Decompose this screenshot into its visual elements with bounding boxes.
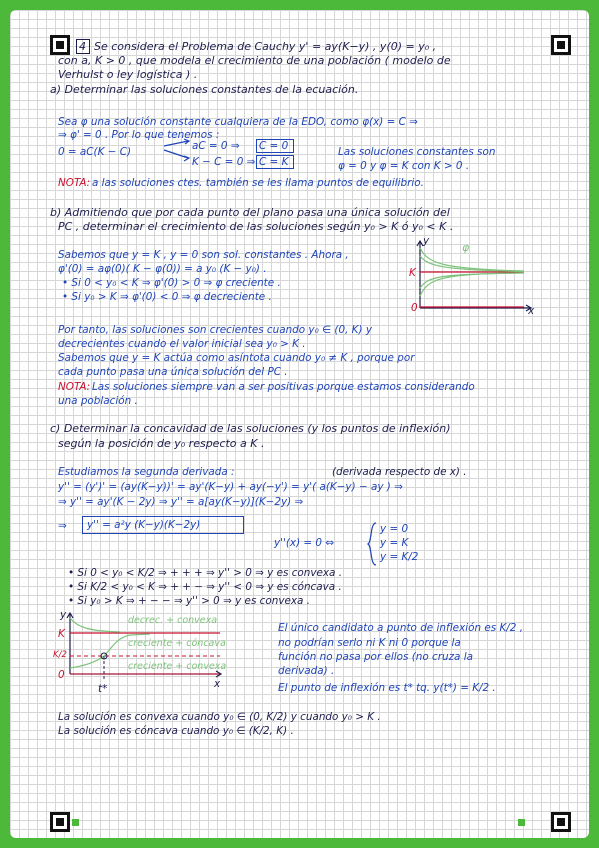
conclusion-concave: La solución es cóncava cuando y₀ ∈ (K/2, K) . (58, 725, 294, 737)
problem-statement-line-1: Se considera el Problema de Cauchy y' = ay(K−y) , y(0) = y₀ , (94, 40, 437, 53)
part-a-equation: 0 = aC(K − C) (58, 146, 132, 158)
part-a-note-right-2: φ = 0 y φ = K con K > 0 . (338, 160, 470, 172)
part-c-second-derivative-boxed: y'' = a²y (K−y)(K−2y) (87, 519, 201, 531)
problem-number: 4 (79, 40, 86, 53)
part-a-solution-c0: C = 0 (259, 140, 289, 152)
part-c-heading-1: c) Determinar la concavidad de las soluciones (y los puntos de inflexión) (50, 422, 451, 435)
concavity-graph-origin-label: 0 (58, 669, 65, 681)
concavity-graph-k2-label: K/2 (53, 650, 67, 660)
part-a-nota-label: NOTA: (58, 177, 91, 189)
part-b-paragraph-4: cada punto pasa una única solución del PC . (58, 366, 288, 378)
growth-graph (408, 236, 538, 316)
part-b-paragraph-1: Por tanto, las soluciones son crecientes cuando y₀ ∈ (0, K) y (58, 324, 372, 336)
part-c-study-line: Estudiamos la segunda derivada : (58, 466, 235, 478)
region-label-2: creciente + cóncava (128, 638, 226, 649)
part-b-nota-label: NOTA: (58, 381, 91, 393)
part-c-arrow: ⇒ (58, 520, 67, 532)
part-c-zero-condition: y''(x) = 0 ⇔ (274, 537, 335, 549)
part-b-nota-1: Las soluciones siempre van a ser positivas porque estamos considerando (92, 381, 475, 393)
part-b-line-3: • Si 0 < y₀ < K ⇒ φ'(0) > 0 ⇒ φ creciente . (62, 277, 281, 289)
concavity-case-1: • Si 0 < y₀ < K/2 ⇒ + + + ⇒ y'' > 0 ⇒ y es convexa . (68, 567, 343, 579)
part-b-paragraph-2: decrecientes cuando el valor inicial sea y₀ > K . (58, 338, 306, 350)
graph-origin-label: 0 (411, 302, 418, 314)
root-2: y = K (380, 537, 409, 549)
part-a-line-2: ⇒ φ' = 0 . Por lo que tenemos : (58, 129, 220, 141)
part-b-heading-1: b) Admitiendo que por cada punto del plano pasa una única solución del (50, 206, 450, 219)
part-c-second-derivative-1: y'' = (y')' = (ay(K−y))' = ay'(K−y) + ay(−y') = y'( a(K−y) − ay ) ⇒ (58, 481, 403, 493)
problem-statement-line-2: con a, K > 0 , que modela el crecimiento de una población ( modelo de (58, 54, 451, 67)
part-b-line-4: • Si y₀ > K ⇒ φ'(0) < 0 ⇒ φ decreciente . (62, 291, 272, 303)
inflection-note-2: no podrían serlo ni K ni 0 porque la (278, 637, 461, 649)
graph-x-label: x (528, 305, 535, 317)
graph-y-label: y (423, 235, 430, 247)
problem-statement-line-3: Verhulst o ley logística ) . (58, 68, 198, 81)
part-b-line-2: φ'(0) = aφ(0)( K − φ(0)) = a y₀ (K − y₀) . (58, 263, 267, 275)
conclusion-convex: La solución es convexa cuando y₀ ∈ (0, K/2) y cuando y₀ > K . (58, 711, 381, 723)
region-label-3: creciente + convexa (128, 661, 227, 672)
inflection-time-label: t* (98, 683, 108, 695)
notebook-page (10, 10, 589, 838)
part-b-line-1: Sabemos que y = K , y = 0 son sol. constantes . Ahora , (58, 249, 349, 261)
part-a-case-2: K − C = 0 ⇒ (192, 156, 256, 168)
roots-brace (366, 521, 378, 567)
region-label-1: decrec. + convexa (128, 615, 218, 626)
graph-phi-label: φ (462, 241, 470, 254)
inflection-note-1: El único candidato a punto de inflexión es K/2 , (278, 622, 523, 634)
part-b-nota-2: una población . (58, 395, 138, 407)
part-a-heading: a) Determinar las soluciones constantes de la ecuación. (50, 83, 359, 96)
inflection-note-5: El punto de inflexión es t* tq. y(t*) = K/2 . (278, 682, 496, 694)
part-c-second-derivative-2: ⇒ y'' = ay'(K − 2y) ⇒ y'' = a[ay(K−y)](K−2y) ⇒ (58, 496, 304, 508)
root-1: y = 0 (380, 523, 409, 535)
part-b-paragraph-3: Sabemos que y = K actúa como asíntota cuando y₀ ≠ K , porque por (58, 352, 415, 364)
part-c-heading-2: según la posición de y₀ respecto a K . (58, 437, 265, 450)
part-a-line-1: Sea φ una solución constante cualquiera de la EDO, como φ(x) = C ⇒ (58, 116, 418, 128)
inflection-note-4: derivada) . (278, 665, 335, 677)
part-a-case-1: aC = 0 ⇒ (192, 140, 240, 152)
concavity-graph-y-label: y (60, 609, 67, 621)
graph-k-label: K (409, 267, 416, 279)
part-a-note-right-1: Las soluciones constantes son (338, 146, 496, 158)
part-a-solution-ck: C = K (259, 156, 289, 168)
inflection-note-3: función no pasa por ellos (no cruza la (278, 651, 473, 663)
concavity-case-3: • Si y₀ > K ⇒ + − − ⇒ y'' > 0 ⇒ y es convexa . (68, 595, 310, 607)
part-a-nota-text: a las soluciones ctes. también se les llama puntos de equilibrio. (92, 177, 424, 189)
part-b-heading-2: PC , determinar el crecimiento de las soluciones según y₀ > K ó y₀ < K . (58, 220, 454, 233)
concavity-case-2: • Si K/2 < y₀ < K ⇒ + + − ⇒ y'' < 0 ⇒ y es cóncava . (68, 581, 342, 593)
part-c-derivative-note: (derivada respecto de x) . (332, 466, 467, 478)
root-3: y = K/2 (380, 551, 419, 563)
concavity-graph-k-label: K (58, 628, 65, 640)
concavity-graph-x-label: x (214, 678, 221, 690)
